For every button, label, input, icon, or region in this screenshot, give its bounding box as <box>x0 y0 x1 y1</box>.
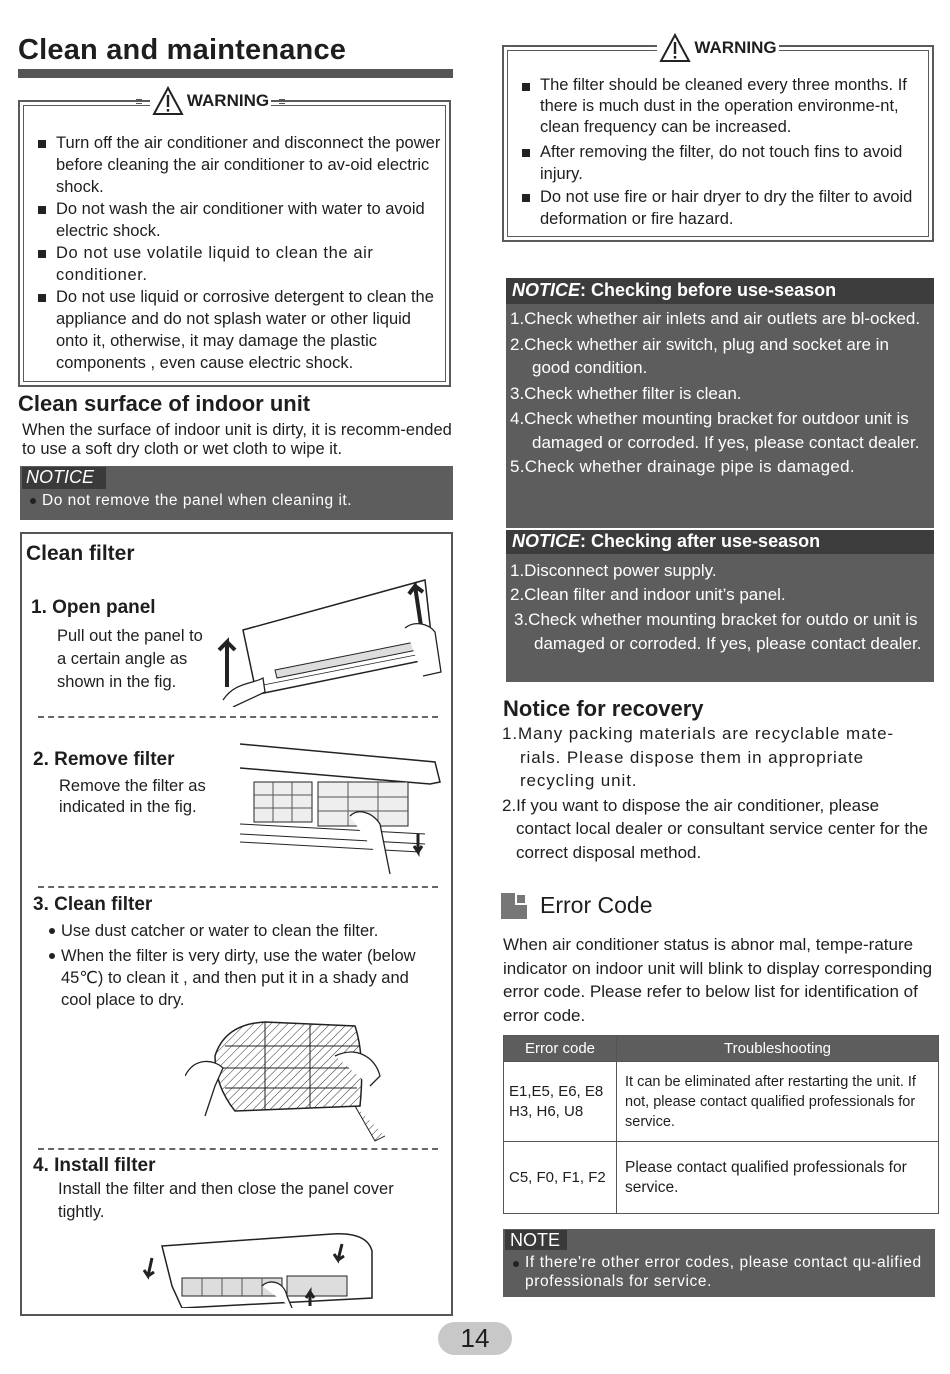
clean-filter-illustration <box>185 1016 385 1146</box>
step3-title: 3. Clean filter <box>33 894 153 915</box>
recovery-list <box>502 722 934 864</box>
step3-item: When the filter is very dirty, use the water (below 45℃) to clean it , and then put it in a shady and cool place to dry. <box>47 945 427 1011</box>
notice-before-body <box>506 304 934 528</box>
section-marker-icon <box>501 893 527 919</box>
note-label: NOTE <box>505 1230 567 1250</box>
clean-surface-heading: Clean surface of indoor unit <box>18 391 311 416</box>
notice-after-title: : Checking after use-season <box>580 531 821 551</box>
error-code-cell: C5, F0, F1, F2 <box>504 1142 617 1214</box>
warning-item: Do not use fire or hair dryer to dry the filter to avoid deformation or fire hazard. <box>518 186 930 230</box>
warning-box-right <box>502 38 934 242</box>
error-code-heading: Error Code <box>540 892 653 918</box>
page-number-badge: 14 <box>438 1322 512 1355</box>
note-list <box>511 1253 929 1291</box>
warning-item: Do not wash the air conditioner with water to avoid electric shock. <box>34 198 444 242</box>
checklist-item: 3.Check whether filter is clean. <box>510 383 742 403</box>
warning-item: The filter should be cleaned every three months. If there is much dust in the operation environme-nt, clean frequency can be increased. <box>518 75 930 138</box>
warning-triangle-icon <box>152 86 184 116</box>
error-code-intro: When air conditioner status is abnor mal, tempe-rature indicator on indoor unit will blink to display corresponding error code. Please refer to below list for identification of error code. <box>503 935 933 1025</box>
install-filter-illustration <box>142 1226 382 1308</box>
step4-title: 4. Install filter <box>33 1155 156 1176</box>
step2-title: 2. Remove filter <box>33 749 175 770</box>
table-row <box>504 1062 939 1142</box>
warning-item: Do not use liquid or corrosive detergent to clean the appliance and do not splash water or other liquid onto it, otherwise, it may damage the plastic components , even cause electric shock. <box>34 286 444 374</box>
step1-text: Pull out the panel to a certain angle as shown in the fig. <box>57 627 203 691</box>
notice-after-header <box>506 530 934 554</box>
recovery-item: 2.If you want to dispose the air conditioner, please contact local dealer or consultant service center for the correct disposal method. <box>502 795 928 862</box>
notice-after-body <box>506 554 934 682</box>
troubleshooting-cell: Please contact qualified professionals for service. <box>617 1142 939 1214</box>
table-header-row <box>504 1036 939 1062</box>
notice-before-title: : Checking before use-season <box>580 280 837 300</box>
page-title: Clean and maintenance <box>18 34 347 66</box>
warning-list-left <box>34 132 444 374</box>
step3-item: Use dust catcher or water to clean the filter. <box>47 920 427 942</box>
clean-filter-heading: Clean filter <box>26 542 135 565</box>
step1-title: 1. Open panel <box>31 597 156 618</box>
notice-before-label: NOTICE <box>512 280 581 300</box>
warning-header-left <box>24 86 445 116</box>
recovery-item: 1.Many packing materials are recyclable mate-rials. Please dispose them in appropriate recycling unit. <box>502 724 894 790</box>
warning-header-right <box>508 33 928 63</box>
notice-after-panel <box>506 530 934 682</box>
notice-list <box>28 490 448 512</box>
warning-list-right <box>518 75 930 230</box>
note-item: If there're other error codes, please contact qu-alified professionals for service. <box>511 1253 929 1291</box>
step-divider <box>38 716 438 718</box>
clean-surface-text: When the surface of indoor unit is dirty, it is recomm-ended to use a soft dry cloth or wet cloth to wipe it. <box>22 421 452 458</box>
checklist-item: 5.Check whether drainage pipe is damaged. <box>510 457 855 476</box>
remove-filter-illustration <box>240 724 445 884</box>
notice-before-header <box>506 278 934 304</box>
warning-label-right: WARNING <box>694 38 777 57</box>
step4-text: Install the filter and then close the panel cover tightly. <box>58 1180 394 1221</box>
step2-text: Remove the filter as indicated in the fig. <box>59 777 206 816</box>
notice-panel <box>20 466 453 520</box>
notice-after-list <box>510 559 926 655</box>
error-code-cell: E1,E5, E6, E8 H3, H6, U8 <box>504 1062 617 1142</box>
column-header: Error code <box>504 1036 617 1062</box>
notice-before-panel <box>506 278 934 528</box>
warning-box-left <box>18 91 451 387</box>
checklist-item: 4.Check whether mounting bracket for outdoor unit is damaged or corroded. If yes, please contact dealer. <box>510 409 920 452</box>
checklist-item: 1.Disconnect power supply. <box>510 561 717 580</box>
warning-item: After removing the filter, do not touch fins to avoid injury. <box>518 141 930 185</box>
notice-after-label: NOTICE <box>512 531 581 551</box>
table-row <box>504 1142 939 1214</box>
troubleshooting-cell: It can be eliminated after restarting the unit. If not, please contact qualified professionals for service. <box>617 1062 939 1142</box>
checklist-item: 2.Check whether air switch, plug and socket are in good condition. <box>510 334 889 377</box>
warning-item: Do not use volatile liquid to clean the air conditioner. <box>34 242 444 286</box>
warning-item: Turn off the air conditioner and disconnect the power before cleaning the air conditioner to av-oid electric shock. <box>34 132 444 198</box>
title-underline-bar <box>18 69 453 78</box>
clean-filter-box <box>20 532 453 1316</box>
recovery-heading: Notice for recovery <box>503 696 704 721</box>
column-header: Troubleshooting <box>617 1036 939 1062</box>
warning-triangle-icon <box>659 33 691 63</box>
notice-item: Do not remove the panel when cleaning it. <box>28 490 448 512</box>
step-divider <box>38 886 438 888</box>
checklist-item: 3.Check whether mounting bracket for outdo or unit is damaged or corroded. If yes, please contact dealer. <box>514 610 922 653</box>
error-code-table <box>503 1035 939 1214</box>
step3-list <box>47 920 427 1011</box>
checklist-item: 2.Clean filter and indoor unit’s panel. <box>510 584 786 604</box>
open-panel-illustration <box>215 572 445 707</box>
checklist-item: 1.Check whether air inlets and air outlets are bl-ocked. <box>510 309 921 328</box>
step-divider <box>38 1148 438 1150</box>
warning-label-left: WARNING <box>186 91 270 110</box>
note-panel <box>503 1229 935 1297</box>
notice-before-list <box>510 307 926 479</box>
notice-label: NOTICE <box>22 467 106 489</box>
